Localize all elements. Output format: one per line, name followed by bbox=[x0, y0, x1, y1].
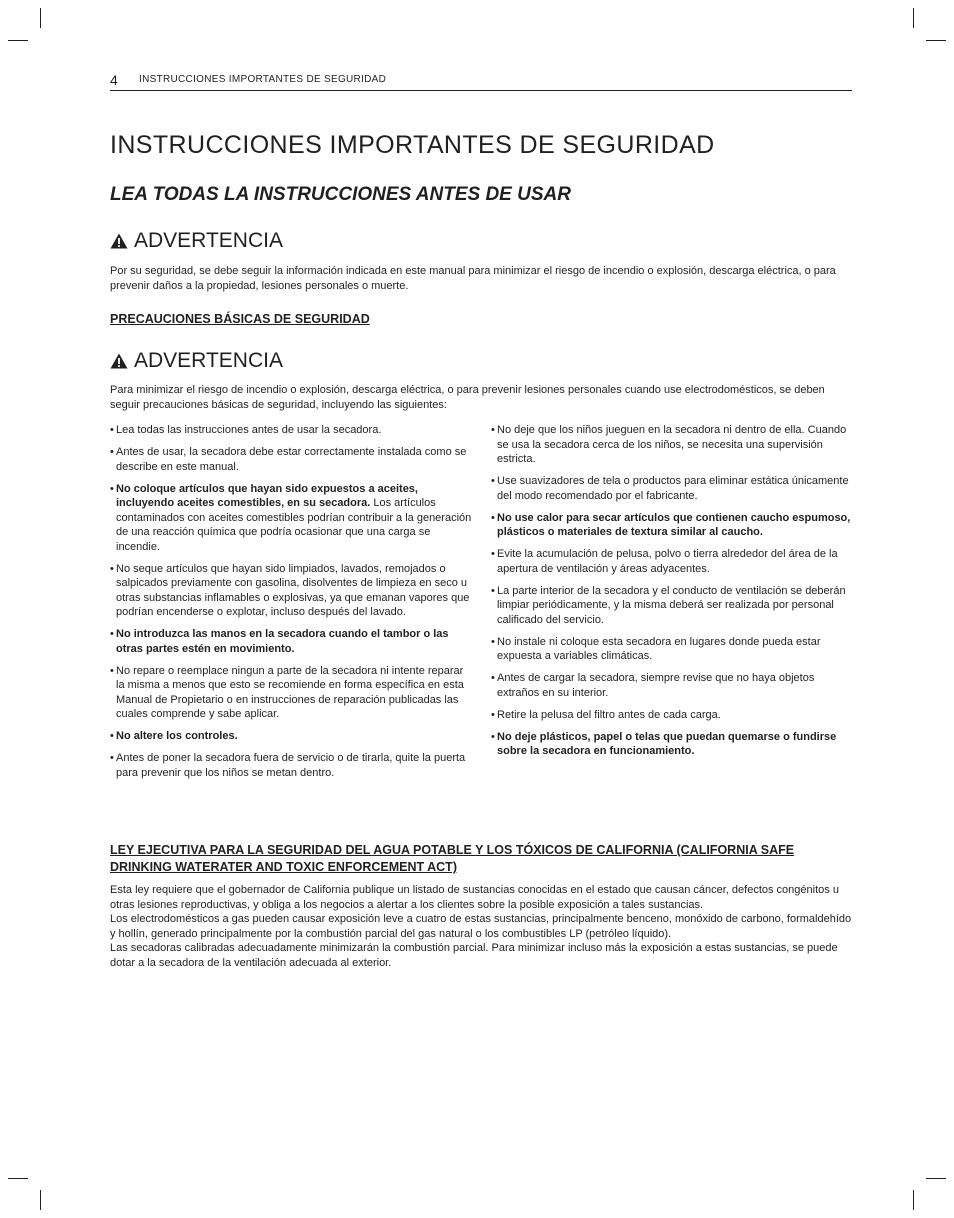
bullet-plain-text: Lea todas las instrucciones antes de usar la secadora. bbox=[116, 424, 382, 436]
warning-label-2 bbox=[110, 349, 283, 373]
bullet-text bbox=[116, 730, 238, 742]
paragraph: Esta ley requiere que el gobernador de California publique un listado de sustancias conocidas en el estado que causan cáncer, defectos congénitos u otras lesiones reproductivas, y obliga a los negocios a alertar a los clientes sobre la posible exposición a tales sustancias. bbox=[110, 884, 839, 911]
bullet-dot: • bbox=[110, 752, 114, 764]
bullet-text bbox=[497, 512, 850, 539]
bullet-dot: • bbox=[110, 664, 114, 677]
bullet-item bbox=[491, 635, 853, 664]
bullet-item bbox=[491, 474, 853, 503]
bullet-bold-text: No altere los controles. bbox=[116, 730, 238, 742]
bullet-bold-text: No coloque artículos que hayan sido expuestos a aceites, incluyendo aceites comestibles, en su secadora. bbox=[116, 482, 418, 509]
bullet-item bbox=[110, 423, 472, 438]
page-title: INSTRUCCIONES IMPORTANTES DE SEGURIDAD bbox=[110, 131, 715, 159]
bullet-bold-text: No deje plásticos, papel o telas que puedan quemarse o fundirse sobre la secadora en funcionamiento. bbox=[497, 730, 837, 757]
bullet-plain-text: No seque artículos que hayan sido limpiados, lavados, remojados o salpicados previamente con gasolina, disolventes de limpieza en seco u otras substancias inflamables o explosivas, ya que emanan vapores que podrían encenderse o explotar, incluso después del lavado. bbox=[116, 562, 470, 618]
bullet-bold-text: No use calor para secar artículos que contienen caucho espumoso, plásticos o materiales de textura similar al caucho. bbox=[497, 511, 851, 538]
warning-label-1 bbox=[110, 229, 283, 253]
bullet-item bbox=[491, 671, 853, 700]
bullet-text bbox=[497, 709, 721, 721]
paragraph: Las secadoras calibradas adecuadamente minimizarán la combustión parcial. Para minimizar incluso más la exposición a estas sustancias, se puede dotar a la secadora de la ventilación adecuada al exterior. bbox=[110, 942, 838, 969]
bullet-bold-text: No introduzca las manos en la secadora cuando el tambor o las otras partes estén en movimiento. bbox=[116, 628, 449, 655]
page-number: 4 bbox=[110, 72, 118, 88]
running-title: INSTRUCCIONES IMPORTANTES DE SEGURIDAD bbox=[139, 74, 387, 85]
warning-triangle-icon bbox=[110, 233, 128, 249]
bullet-text bbox=[497, 475, 849, 502]
bullet-item bbox=[491, 584, 853, 628]
bullet-dot: • bbox=[110, 562, 114, 575]
crop-mark bbox=[8, 40, 28, 41]
crop-mark bbox=[40, 1190, 41, 1210]
bullet-item bbox=[491, 708, 853, 723]
bullet-dot: • bbox=[110, 424, 114, 436]
bullet-item bbox=[110, 664, 472, 722]
bullet-plain-text: La parte interior de la secadora y el conducto de ventilación se deberán limpiar periódicamente, y la misma deberá ser realizada por personal calificado del servicio. bbox=[497, 584, 846, 626]
bullet-plain-text: Antes de poner la secadora fuera de servicio o de tirarla, quite la puerta para prevenir que los niños se metan dentro. bbox=[116, 752, 466, 779]
bullet-text bbox=[497, 672, 814, 699]
bullet-plain-text: No instale ni coloque esta secadora en lugares donde pueda estar expuesta a variables climáticas. bbox=[497, 635, 821, 662]
crop-mark bbox=[926, 1178, 946, 1179]
bullet-text bbox=[497, 585, 846, 626]
right-bullet-column bbox=[491, 423, 853, 766]
bullet-item bbox=[110, 482, 472, 555]
bullet-item bbox=[110, 627, 472, 656]
bullet-dot: • bbox=[491, 708, 495, 721]
bullet-text bbox=[497, 548, 838, 575]
bullet-dot: • bbox=[491, 475, 495, 487]
bullet-list bbox=[491, 423, 853, 759]
bullet-dot: • bbox=[110, 482, 114, 495]
bullet-plain-text: Antes de usar, la secadora debe estar correctamente instalada como se describe en este manual. bbox=[116, 446, 467, 473]
page-subtitle: LEA TODAS LA INSTRUCCIONES ANTES DE USAR bbox=[110, 184, 571, 205]
warning-text-1 bbox=[110, 264, 852, 293]
bullet-text bbox=[116, 446, 466, 473]
bullet-dot: • bbox=[491, 424, 495, 436]
bullet-plain-text: No repare o reemplace ningun a parte de la secadora ni intente reparar la misma a menos que esto se recomiende en forma específica en esta Manual de Propietario o en instrucciones de reparación publicadas las cuales comprende y sabe aplicar. bbox=[116, 664, 464, 720]
warning-label-text: ADVERTENCIA bbox=[134, 349, 283, 372]
left-bullet-column bbox=[110, 423, 472, 788]
bullet-dot: • bbox=[491, 730, 495, 743]
bullet-dot: • bbox=[491, 672, 495, 684]
bullet-text bbox=[116, 563, 469, 619]
warning-triangle-icon bbox=[110, 353, 128, 369]
bullet-item bbox=[110, 751, 472, 780]
bullet-item bbox=[491, 423, 853, 467]
bullet-text bbox=[116, 424, 381, 436]
bullet-item bbox=[491, 547, 853, 576]
california-text bbox=[110, 883, 852, 970]
crop-mark bbox=[40, 8, 41, 28]
crop-mark bbox=[913, 1190, 914, 1210]
bullet-item bbox=[110, 445, 472, 474]
warning-label-text: ADVERTENCIA bbox=[134, 229, 283, 252]
bullet-plain-text: Evite la acumulación de pelusa, polvo o tierra alrededor del área de la apertura de ventilación y áreas adyacentes. bbox=[497, 548, 838, 575]
crop-mark bbox=[926, 40, 946, 41]
bullet-item bbox=[491, 730, 853, 759]
precautions-heading: PRECAUCIONES BÁSICAS DE SEGURIDAD bbox=[110, 312, 370, 326]
paragraph: Por su seguridad, se debe seguir la información indicada en este manual para minimizar el riesgo de incendio o explosión, descarga eléctrica, o para prevenir daños a la propiedad, lesiones personales o muerte. bbox=[110, 265, 836, 292]
bullet-text bbox=[116, 752, 465, 779]
bullet-plain-text: Los artículos contaminados con aceites comestibles podrían contribuir a la generación de una reacción química que podría ocasionar que una carga se incendie. bbox=[116, 497, 472, 553]
bullet-dot: • bbox=[110, 628, 114, 640]
page-header bbox=[110, 72, 852, 91]
bullet-dot: • bbox=[491, 511, 495, 524]
bullet-dot: • bbox=[491, 548, 495, 560]
bullet-dot: • bbox=[110, 730, 114, 742]
bullet-plain-text: Antes de cargar la secadora, siempre revise que no haya objetos extraños en su interior. bbox=[497, 672, 815, 699]
bullet-dot: • bbox=[491, 584, 495, 597]
california-heading: LEY EJECUTIVA PARA LA SEGURIDAD DEL AGUA POTABLE Y LOS TÓXICOS DE CALIFORNIA (CALIFORNIA SAFE DRINKING WATERATER AND TOXIC ENFORCEMENT ACT) bbox=[110, 843, 795, 874]
bullet-item bbox=[491, 511, 853, 540]
bullet-item bbox=[110, 562, 472, 620]
bullet-plain-text: Use suavizadores de tela o productos para eliminar estática únicamente del modo recomendado por el fabricante. bbox=[497, 475, 849, 502]
crop-mark bbox=[8, 1178, 28, 1179]
warning-text-2 bbox=[110, 383, 852, 412]
bullet-text bbox=[116, 483, 471, 553]
bullet-text bbox=[497, 731, 836, 758]
bullet-dot: • bbox=[110, 446, 114, 458]
bullet-item bbox=[110, 729, 472, 744]
bullet-text bbox=[497, 424, 846, 465]
paragraph: Para minimizar el riesgo de incendio o explosión, descarga eléctrica, o para prevenir lesiones personales cuando use electrodomésticos, se deben seguir precauciones básicas de seguridad, incluyendo las siguientes: bbox=[110, 384, 825, 411]
bullet-dot: • bbox=[491, 635, 495, 648]
bullet-list bbox=[110, 423, 472, 780]
bullet-text bbox=[116, 628, 449, 655]
bullet-plain-text: No deje que los niños jueguen en la secadora ni dentro de ella. Cuando se usa la secadora cerca de los niños, se necesita una supervisión estricta. bbox=[497, 424, 847, 465]
bullet-plain-text: Retire la pelusa del filtro antes de cada carga. bbox=[497, 708, 721, 721]
paragraph: Los electrodomésticos a gas pueden causar exposición leve a cuatro de estas sustancias, principalmente benceno, monóxido de carbono, formaldehído y hollín, generado principalmente por la combustión parcial del gas natural o los combustibles LP (petróleo líquido). bbox=[110, 913, 852, 940]
bullet-text bbox=[116, 665, 464, 721]
crop-mark bbox=[913, 8, 914, 28]
bullet-text bbox=[497, 636, 821, 663]
